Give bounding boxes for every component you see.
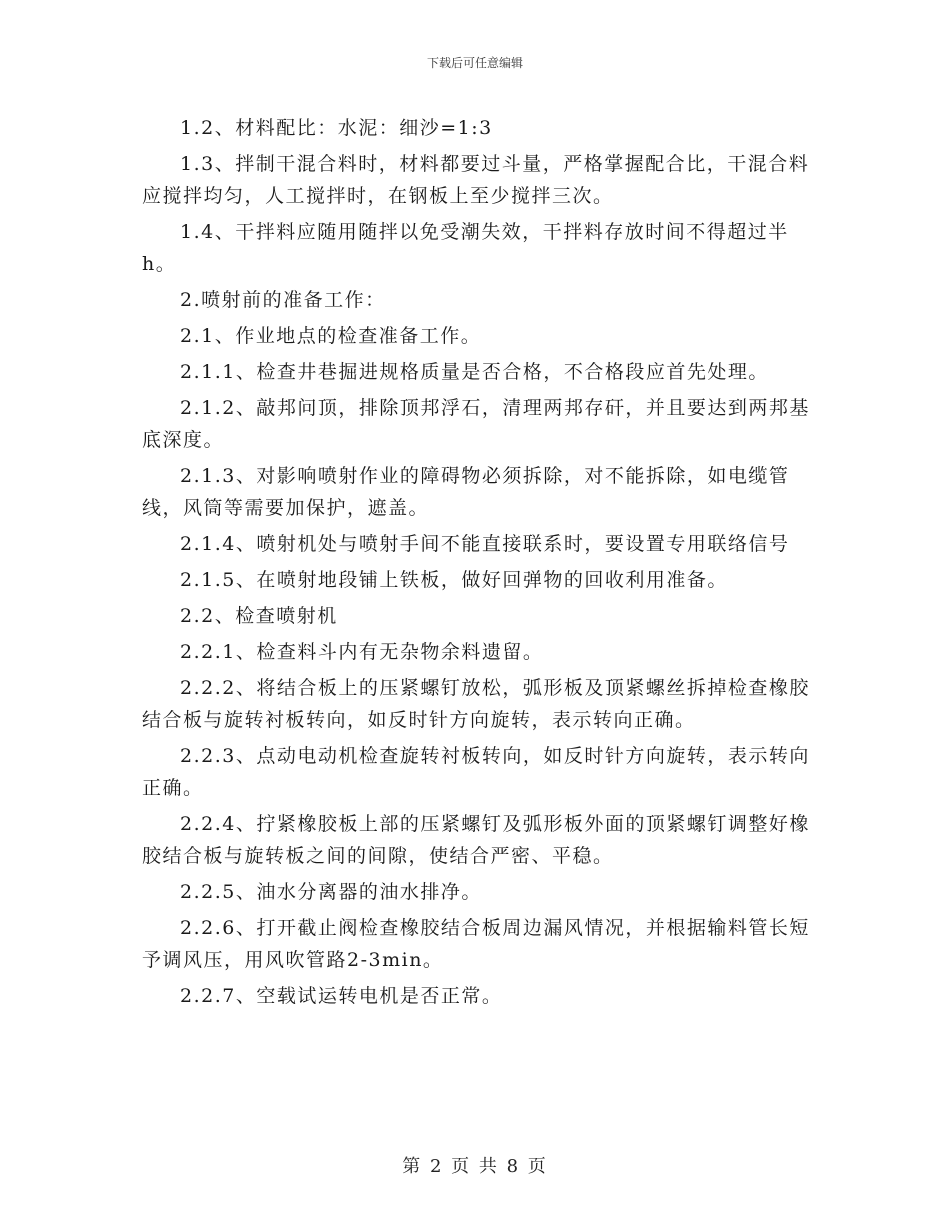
paragraph: 2.1.3、对影响喷射作业的障碍物必须拆除，对不能拆除，如电缆管线，风筒等需要加保护，遮盖。: [142, 465, 790, 519]
paragraph: 2.1.2、敲邦问顶，排除顶邦浮石，清理两邦存矸，并且要达到两邦基底深度。: [142, 397, 810, 451]
paragraph: 2.1.1、检查井巷掘进规格质量是否合格，不合格段应首先处理。: [180, 361, 769, 383]
paragraph: 2.1.4、喷射机处与喷射手间不能直接联系时，要设置专用联络信号: [180, 533, 790, 555]
paragraph: 2.2.7、空载试运转电机是否正常。: [180, 985, 503, 1007]
paragraph: 2.1、作业地点的检查准备工作。: [180, 325, 482, 347]
paragraph: 2.2.2、将结合板上的压紧螺钉放松，弧形板及顶紧螺丝拆掉检查橡胶结合板与旋转衬板转向，如反时针方向旋转，表示转向正确。: [142, 677, 810, 731]
paragraph: 2.2.3、点动电动机检查旋转衬板转向，如反时针方向旋转，表示转向正确。: [142, 745, 810, 799]
paragraph: 1.3、拌制干混合料时，材料都要过斗量，严格掌握配合比，干混合料应搅拌均匀，人工搅拌时，在钢板上至少搅拌三次。: [142, 153, 810, 207]
paragraph: 2.2.1、检查料斗内有无杂物余料遗留。: [180, 641, 544, 663]
paragraph: 2.2.6、打开截止阀检查橡胶结合板周边漏风情况，并根据输料管长短予调风压，用风吹管路2-3min。: [142, 917, 810, 971]
page-number-footer: 第 2 页 共 8 页: [402, 1156, 548, 1177]
paragraph: 1.4、干拌料应随用随拌以免受潮失效，干拌料存放时间不得超过半h。: [142, 221, 789, 275]
page-header: 下载后可任意编辑: [426, 56, 523, 70]
paragraph: 1.2、材料配比：水泥：细沙=1:3: [180, 117, 493, 139]
paragraph: 2.2、检查喷射机: [180, 605, 338, 627]
document-body: [142, 112, 810, 1012]
paragraph: 2.喷射前的准备工作：: [180, 289, 386, 311]
paragraph: 2.2.5、油水分离器的油水排净。: [180, 881, 482, 903]
paragraph: 2.1.5、在喷射地段铺上铁板，做好回弹物的回收利用准备。: [180, 569, 728, 591]
paragraph: 2.2.4、拧紧橡胶板上部的压紧螺钉及弧形板外面的顶紧螺钉调整好橡胶结合板与旋转板之间的间隙，使结合严密、平稳。: [142, 813, 810, 867]
